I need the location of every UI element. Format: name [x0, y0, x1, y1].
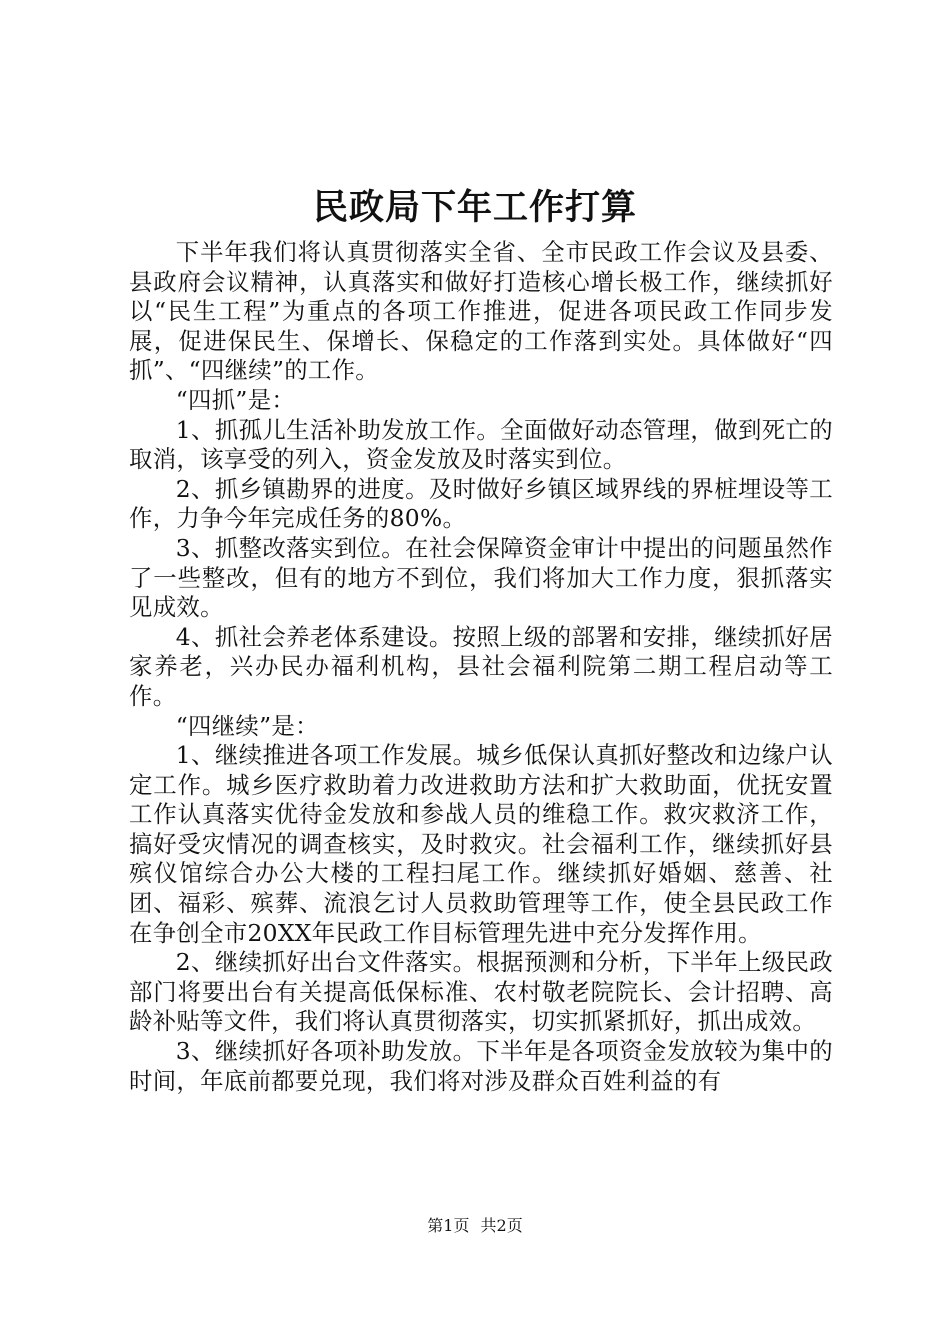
paragraph-continue-1: 1、继续推进各项工作发展。城乡低保认真抓好整改和边缘户认定工作。城乡医疗救助着力改进救助方法和扩大救助面，优抚安置工作认真落实优待金发放和参战人员的维稳工作。救灾救济工作，搞好受灾情况的调查核实，及时救灾。社会福利工作，继续抓好县殡仪馆综合办公大楼的工程扫尾工作。继续抓好婚姻、慈善、社团、福彩、殡葬、流浪乞讨人员救助管理等工作，使全县民政工作在争创全市20XX年民政工作目标管理先进中充分发挥作用。 [129, 741, 833, 947]
paragraph-grasp-2: 2、抓乡镇勘界的进度。及时做好乡镇区域界线的界桩埋设等工作，力争今年完成任务的80%。 [129, 474, 833, 533]
paragraph-heading-four-grasp: “四抓”是： [175, 385, 296, 414]
page-footer [0, 1216, 950, 1236]
document-title: 民政局下年工作打算 [312, 187, 637, 228]
page-number: 第1页 [427, 1216, 470, 1235]
paragraph-grasp-4: 4、抓社会养老体系建设。按照上级的部署和安排，继续抓好居家养老，兴办民办福利机构，县社会福利院第二期工程启动等工作。 [129, 622, 833, 710]
paragraph-continue-3: 3、继续抓好各项补助发放。下半年是各项资金发放较为集中的时间，年底前都要兑现，我们将对涉及群众百姓利益的有 [129, 1037, 833, 1095]
paragraph-grasp-3: 3、抓整改落实到位。在社会保障资金审计中提出的问题虽然作了一些整改，但有的地方不到位，我们将加大工作力度，狠抓落实见成效。 [129, 533, 833, 622]
paragraph-grasp-1: 1、抓孤儿生活补助发放工作。全面做好动态管理，做到死亡的取消，该享受的列入，资金发放及时落实到位。 [129, 415, 833, 474]
paragraph-intro: 下半年我们将认真贯彻落实全省、全市民政工作会议及县委、县政府会议精神，认真落实和做好打造核心增长极工作，继续抓好以“民生工程”为重点的各项工作推进，促进各项民政工作同步发展，促进保民生、保增长、保稳定的工作落到实处。具体做好“四抓”、“四继续”的工作。 [129, 238, 833, 385]
document-body [129, 238, 833, 1096]
paragraph-continue-2: 2、继续抓好出台文件落实。根据预测和分析，下半年上级民政部门将要出台有关提高低保标准、农村敬老院院长、会计招聘、高龄补贴等文件，我们将认真贯彻落实，切实抓紧抓好，抓出成效。 [129, 948, 833, 1036]
paragraph-heading-four-continue: “四继续”是： [175, 711, 319, 740]
page-total: 共2页 [480, 1216, 523, 1235]
